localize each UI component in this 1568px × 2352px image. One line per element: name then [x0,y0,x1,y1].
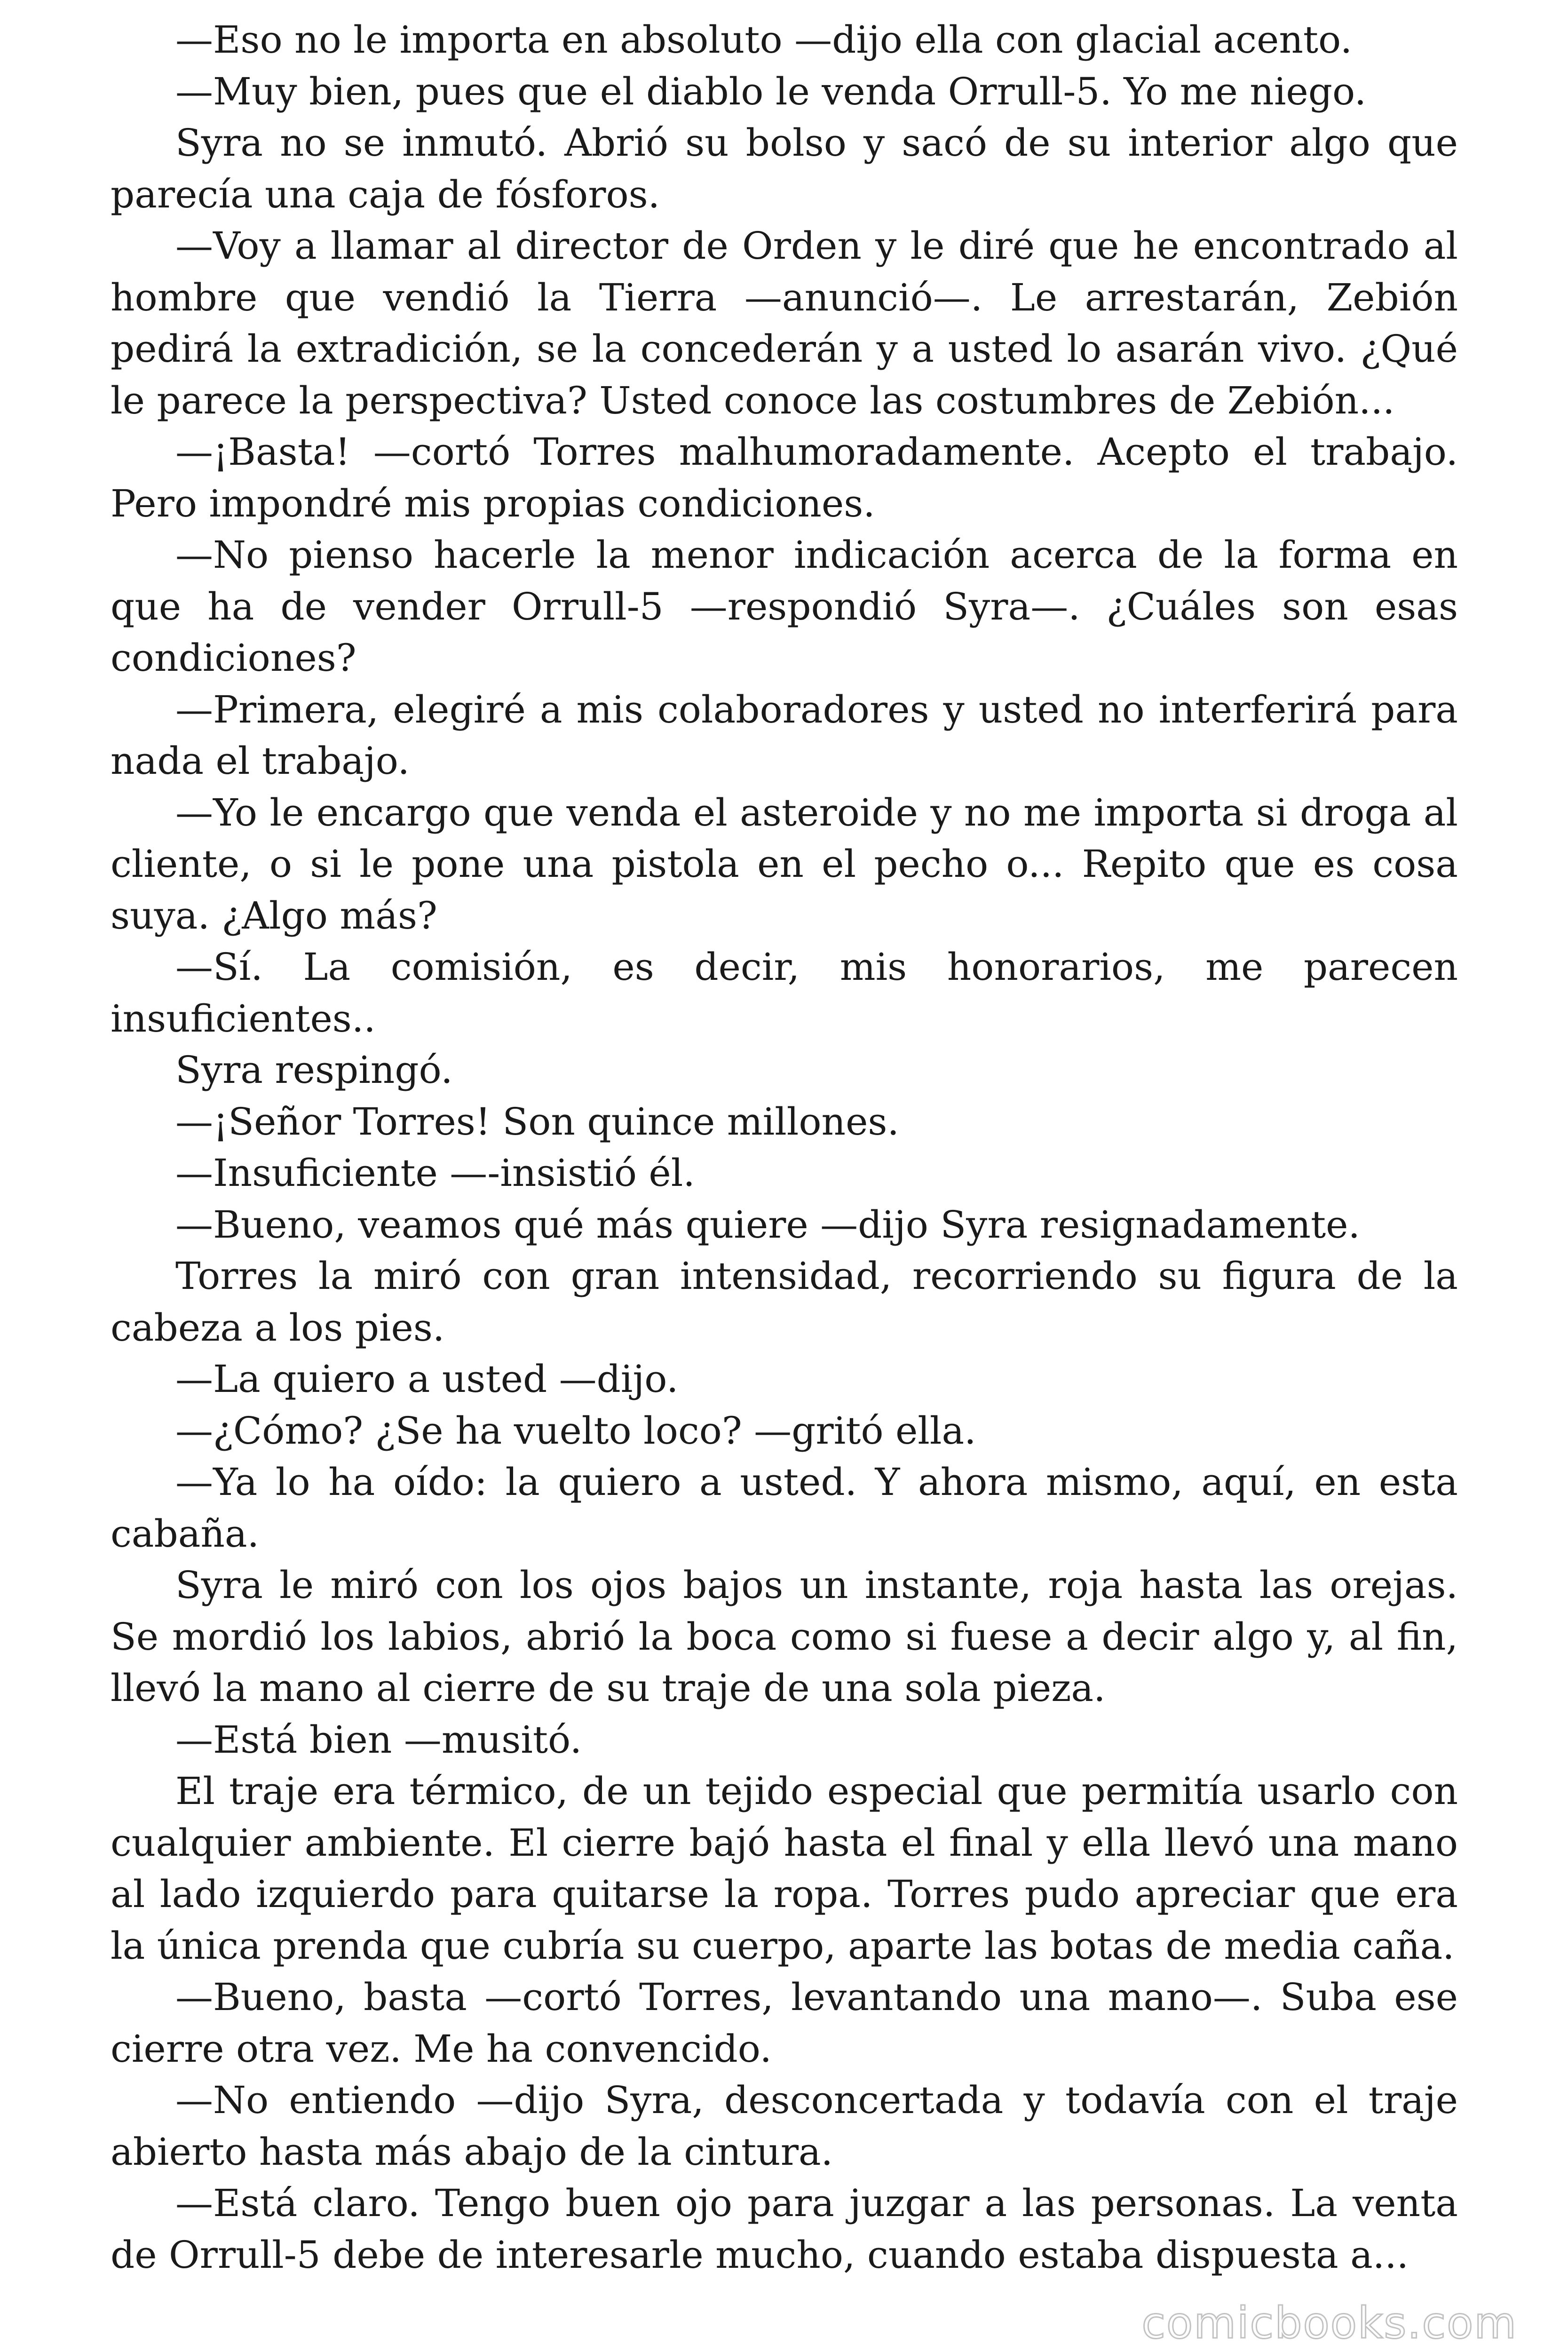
paragraph: —Muy bien, pues que el diablo le venda Orrull-5. Yo me niego. [175,69,1367,113]
paragraph: Syra respingó. [175,1048,453,1092]
paragraph: —¡Señor Torres! Son quince millones. [175,1099,899,1144]
paragraph: —¡Basta! —cortó Torres malhumoradamente. Acepto el trabajo. Pero impondré mis propias condiciones. [111,430,1458,525]
paragraph: —¿Cómo? ¿Se ha vuelto loco? —gritó ella. [175,1408,976,1453]
paragraph: —Bueno, basta —cortó Torres, levantando una mano—. Suba ese cierre otra vez. Me ha convencido. [111,1975,1458,2071]
paragraph: —Voy a llamar al director de Orden y le diré que he encontrado al hombre que vendió la Tierra —anunció—. Le arrestarán, Zebión pedirá la extradición, se la concederán y a usted lo asarán vivo. ¿Qué le parece la perspectiva? Usted conoce las costumbres de Zebión... [111,224,1458,422]
paragraph: —Insuficiente —-insistió él. [175,1151,695,1195]
paragraph: Torres la miró con gran intensidad, recorriendo su figura de la cabeza a los pies. [111,1254,1458,1350]
paragraph: —No entiendo —dijo Syra, desconcertada y todavía con el traje abierto hasta más abajo de la cintura. [111,2078,1458,2174]
book-page-text [111,14,1458,2280]
paragraph: —Ya lo ha oído: la quiero a usted. Y ahora mismo, aquí, en esta cabaña. [111,1460,1458,1556]
watermark: comicbooks.com [1141,2298,1517,2348]
paragraph: —Eso no le importa en absoluto —dijo ella con glacial acento. [175,18,1353,62]
paragraph: Syra le miró con los ojos bajos un instante, roja hasta las orejas. Se mordió los labios, abrió la boca como si fuese a decir algo y, al fin, llevó la mano al cierre de su traje de una sola pieza. [111,1563,1458,1710]
paragraph: —Primera, elegiré a mis colaboradores y usted no interferirá para nada el trabajo. [111,687,1458,783]
paragraph: —No pienso hacerle la menor indicación acerca de la forma en que ha de vender Orrull-5 —respondió Syra—. ¿Cuáles son esas condiciones? [111,533,1458,680]
paragraph: —Está bien —musitó. [175,1717,582,1762]
paragraph: El traje era térmico, de un tejido especial que permitía usarlo con cualquier ambiente. El cierre bajó hasta el final y ella llevó una mano al lado izquierdo para quitarse la ropa. Torres pudo apreciar que era la única prenda que cubría su cuerpo, aparte las botas de media caña. [111,1769,1458,1968]
paragraph: —Está claro. Tengo buen ojo para juzgar a las personas. La venta de Orrull-5 debe de interesarle mucho, cuando estaba dispuesta a... [111,2181,1458,2277]
paragraph: —Yo le encargo que venda el asteroide y no me importa si droga al cliente, o si le pone una pistola en el pecho o... Repito que es cosa suya. ¿Algo más? [111,790,1458,938]
paragraph: Syra no se inmutó. Abrió su bolso y sacó de su interior algo que parecía una caja de fósforos. [111,121,1458,216]
paragraph: —Bueno, veamos qué más quiere —dijo Syra resignadamente. [175,1202,1360,1247]
paragraph: —Sí. La comisión, es decir, mis honorarios, me parecen insuficientes.. [111,945,1458,1041]
paragraph: —La quiero a usted —dijo. [175,1357,679,1401]
